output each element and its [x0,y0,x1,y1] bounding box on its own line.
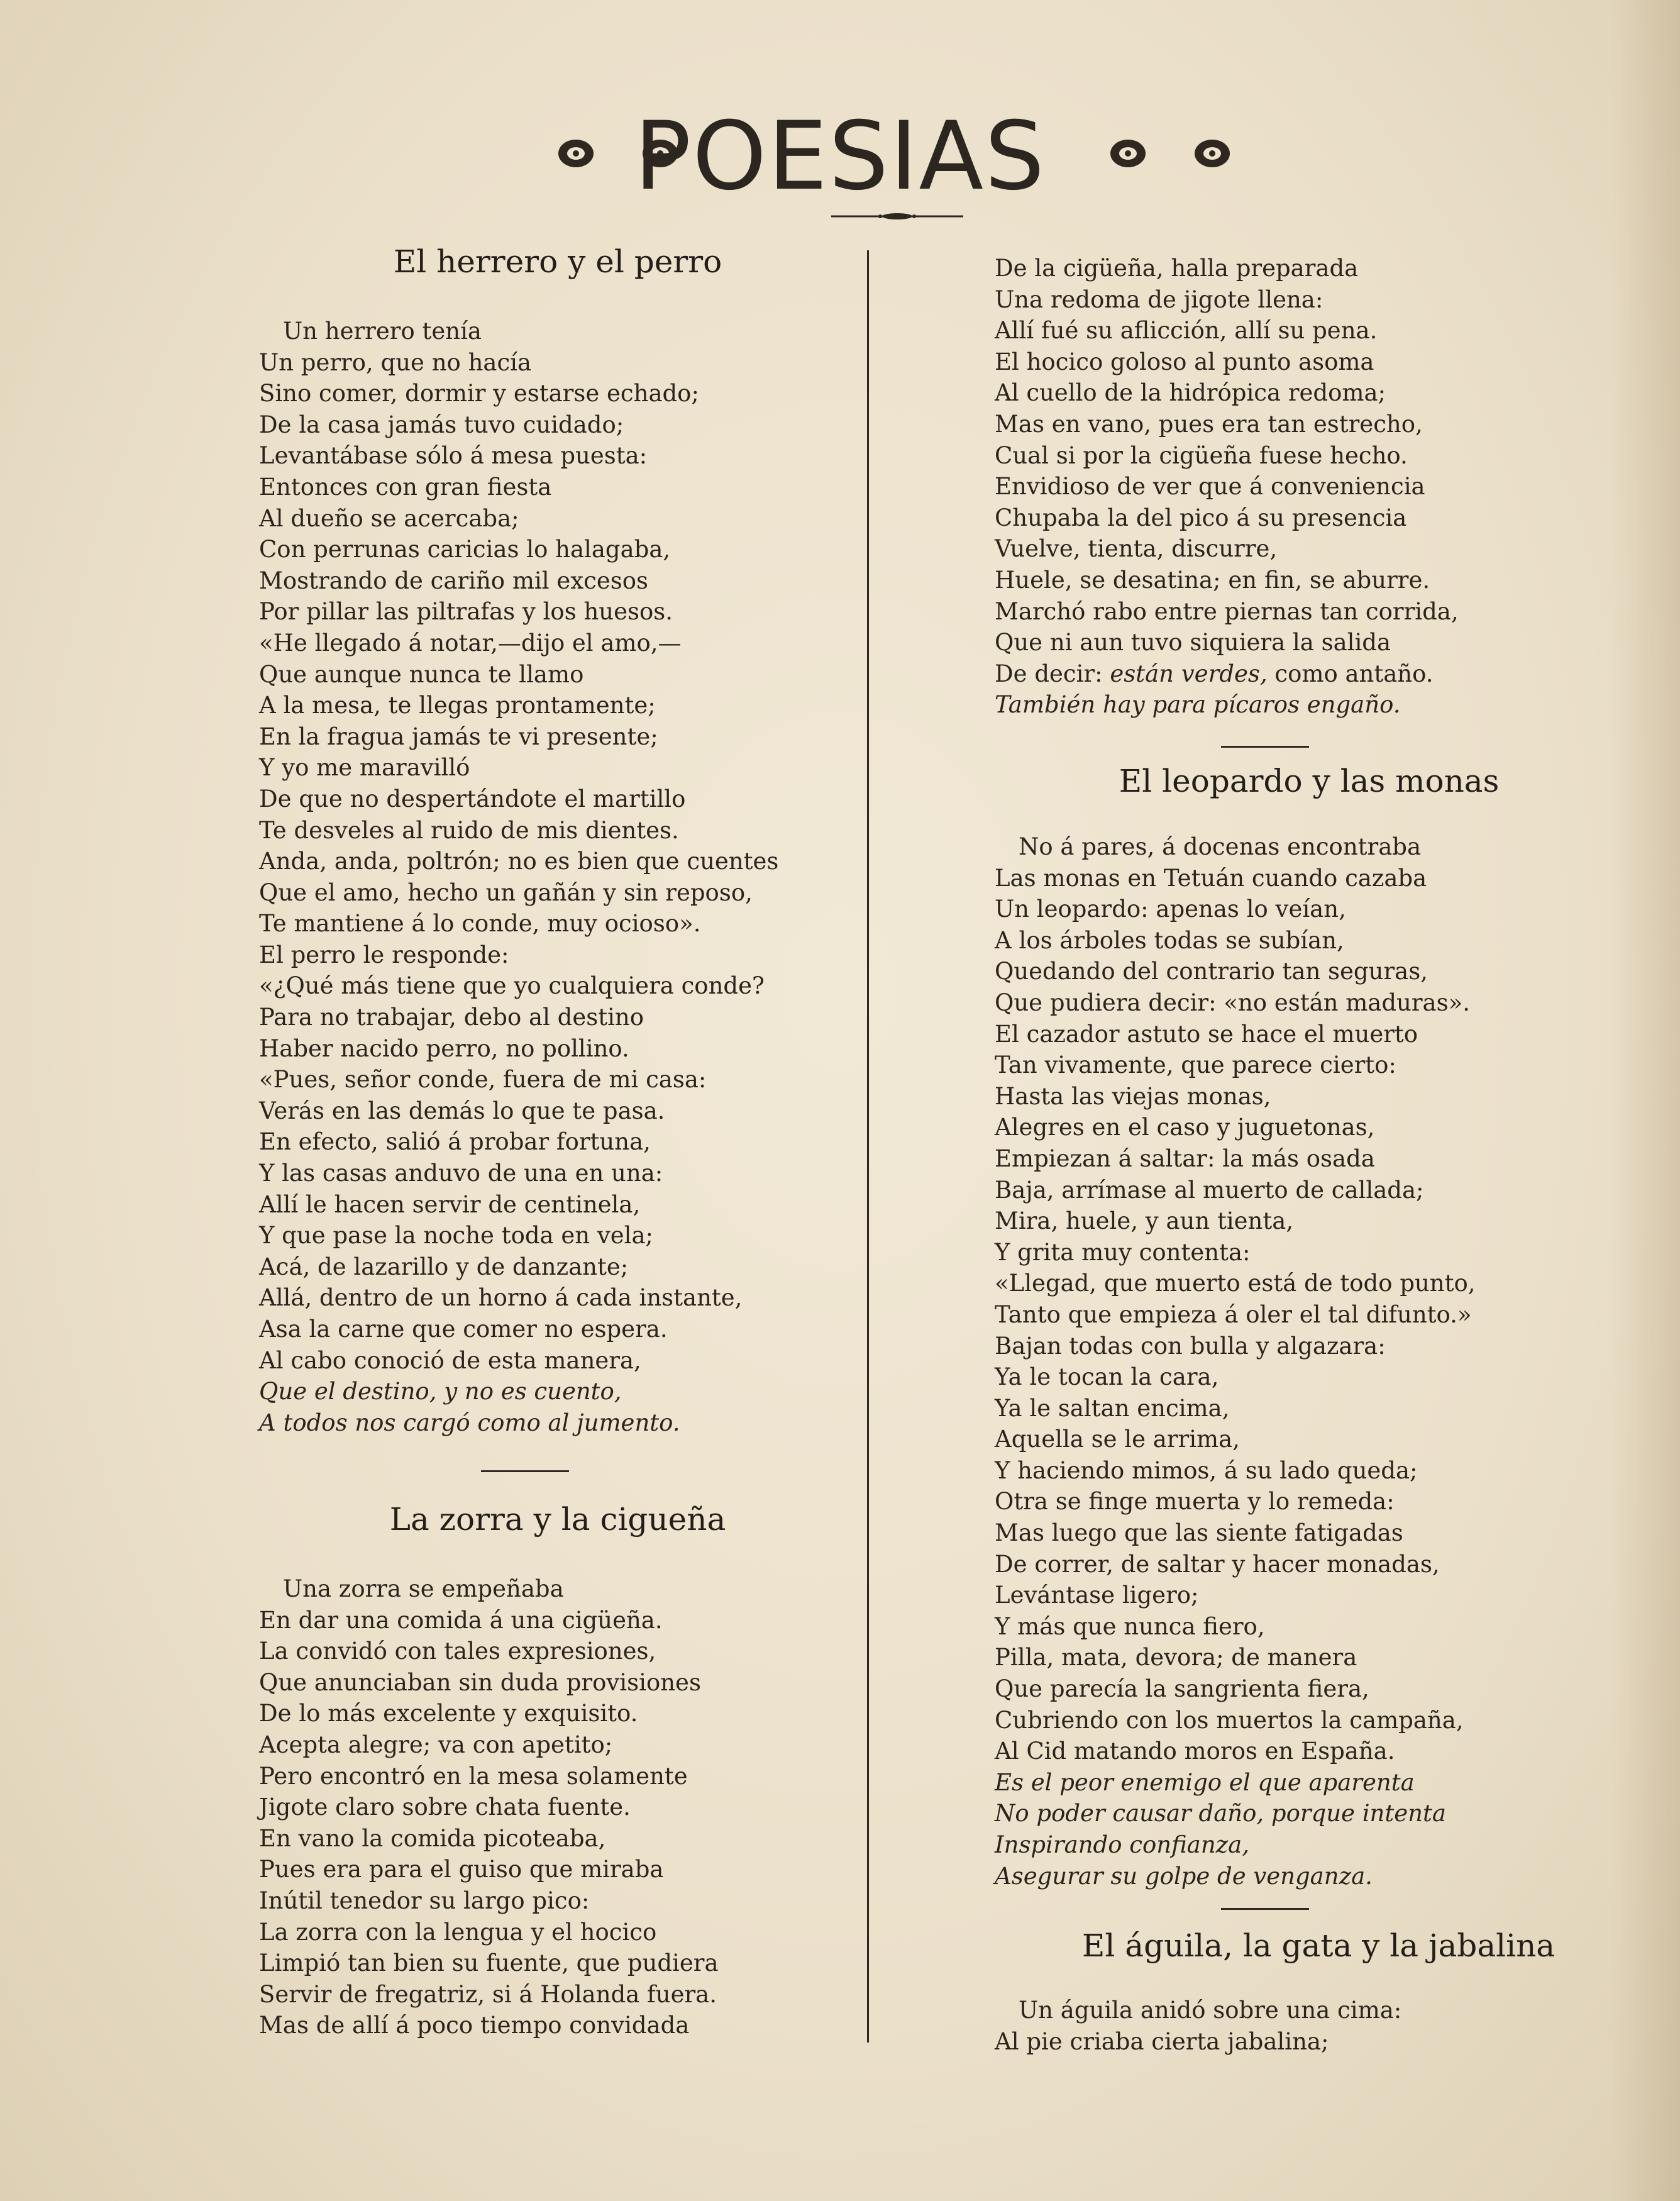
poem-line: Que el amo, hecho un gañán y sin reposo, [259,879,753,906]
right-ornament-1-icon [1108,133,1148,174]
poem-moral-line: No poder causar daño, porque intenta [995,1800,1446,1827]
poem-line: Las monas en Tetuán cuando cazaba [995,864,1427,892]
poem-line: Mas de allí á poco tiempo convidada [259,2012,690,2039]
poem-line: En efecto, salió á probar fortuna, [259,1128,651,1156]
poem-moral-line: Asegurar su golpe de venganza. [995,1862,1373,1890]
poem-line: De la cigüeña, halla preparada [995,255,1359,282]
poem-line: Para no trabajar, debo al destino [259,1004,644,1031]
poem-title-zorra: La zorra y la cigueña [389,1501,726,1538]
poem-line: Mas luego que las siente fatigadas [995,1519,1403,1547]
poem-line: Bajan todas con bulla y algazara: [995,1332,1386,1360]
poem-line: El hocico goloso al punto asoma [995,348,1374,375]
poem-line: Y más que nunca fiero, [995,1612,1265,1640]
poem-line: Huele, se desatina; en fin, se aburre. [995,566,1430,594]
poem-line: Baja, arrímase al muerto de callada; [995,1176,1424,1204]
poem-line: En dar una comida á una cigüeña. [259,1606,663,1634]
poem-line: Al pie criaba cierta jabalina; [995,2027,1329,2055]
poem-line: Con perrunas caricias lo halagaba, [259,536,671,563]
poem-line: Por pillar las piltrafas y los huesos. [259,598,673,626]
poem-line: Al Cid matando moros en España. [995,1738,1395,1765]
poem-line: Asa la carne que comer no espera. [259,1316,668,1343]
poem-moral-line: Inspirando confianza, [995,1831,1249,1858]
column-divider [867,250,869,2043]
poem-line: Vuelve, tienta, discurre, [995,535,1278,563]
poem-line: Allí fué su aflicción, allí su pena. [995,317,1378,345]
poem-line: Empiezan á saltar: la más osada [995,1145,1375,1172]
poem-line: Pilla, mata, devora; de manera [995,1644,1357,1672]
poem-line [995,658,1459,690]
poem-line: Al dueño se acercaba; [259,504,519,532]
poem-line: A los árboles todas se subían, [995,926,1344,954]
poem-title-aguila: El águila, la gata y la jabalina [1081,1927,1556,1964]
poem-separator [1221,746,1309,748]
poem-line: El perro le responde: [259,941,509,968]
poem-line: Un perro, que no hacía [259,348,532,376]
poem-line: Quedando del contrario tan seguras, [995,958,1428,985]
right-ornament-2-icon [1192,133,1232,174]
poem-line: Y grita muy contenta: [995,1238,1251,1266]
poem-line: Que parecía la sangrienta fiera, [995,1675,1369,1703]
header [0,94,1680,220]
poem-line: Y las casas anduvo de una en una: [259,1160,663,1187]
poem-line: De que no despertándote el martillo [259,785,686,812]
poem-line: «He llegado á notar,—dijo el amo,— [259,629,682,657]
poem-title-leopardo: El leopardo y las monas [1119,763,1500,799]
page-title: POESIAS [634,102,1046,211]
poem-line: Y yo me maravilló [259,754,470,782]
poem-line: Verás en las demás lo que te pasa. [259,1097,665,1124]
poem-line: Otra se finge muerta y lo remeda: [995,1488,1395,1516]
poem-line: No á pares, á docenas encontraba [1019,833,1422,860]
poem-line: Una redoma de jigote llena: [995,286,1324,313]
poem-line-italic: están verdes, [1110,660,1268,687]
poem-line: Mostrando de cariño mil excesos [259,567,648,594]
poem-line: Envidioso de ver que á conveniencia [995,473,1425,501]
poem-line: Servir de fregatriz, si á Holanda fuera. [259,1980,717,2008]
poem-line: En la fragua jamás te vi presente; [259,723,658,750]
poem-line: Hasta las viejas monas, [995,1082,1271,1110]
poem-line: Un leopardo: apenas lo veían, [995,895,1346,923]
poem-moral-line: A todos nos cargó como al jumento. [259,1409,680,1436]
poem-line: Tanto que empieza á oler el tal difunto.» [995,1300,1472,1328]
poem-line: Y haciendo mimos, á su lado queda; [995,1456,1418,1484]
poem-body-zorra-continued [995,253,1459,721]
poem-line: La convidó con tales expresiones, [259,1638,656,1665]
poem-line: Y que pase la noche toda en vela; [259,1222,654,1250]
poem-line: «¿Qué más tiene que yo cualquiera conde? [259,972,765,1000]
poem-moral-line: Que el destino, y no es cuento, [259,1378,622,1405]
poem-line: Marchó rabo entre piernas tan corrida, [995,597,1459,625]
poem-line: Mas en vano, pues era tan estrecho, [995,410,1423,438]
poem-moral-line: Es el peor enemigo el que aparenta [995,1768,1415,1796]
poem-line: «Llegad, que muerto está de todo punto, [995,1270,1476,1297]
poem-line: Una zorra se empeñaba [283,1575,564,1602]
poem-line: De lo más excelente y exquisito. [259,1700,638,1727]
poem-line: Un águila anidó sobre una cima: [1019,1997,1402,2024]
poem-line: Anda, anda, poltrón; no es bien que cuentes [259,848,779,875]
poem-moral-line: También hay para pícaros engaño. [995,691,1401,719]
poem-line: Allí le hacen servir de centinela, [259,1190,641,1218]
poem-line: Ya le saltan encima, [995,1394,1230,1422]
poem-line: Limpió tan bien su fuente, que pudiera [259,1949,719,1977]
poem-line: Que ni aun tuvo siquiera la salida [995,629,1391,657]
poem-line: De correr, de saltar y hacer monadas, [995,1550,1440,1578]
poem-line: Que aunque nunca te llamo [259,660,584,688]
poem-line: Chupaba la del pico á su presencia [995,504,1407,531]
poem-separator [481,1470,569,1472]
poem-line: Que pudiera decir: «no están maduras». [995,989,1471,1016]
poem-line: Que anunciaban sin duda provisiones [259,1668,701,1696]
poem-line: Cual si por la cigüeña fuese hecho. [995,441,1408,469]
poem-line: El cazador astuto se hace el muerto [995,1020,1418,1048]
poem-line: Al cabo conoció de esta manera, [259,1346,641,1374]
poem-line: Jigote claro sobre chata fuente. [259,1794,631,1821]
poem-line: Levántase ligero; [995,1582,1199,1609]
poem-line: Allá, dentro de un horno á cada instante, [259,1284,743,1312]
poem-body-aguila [995,1995,1401,2057]
poem-line: En vano la comida picoteaba, [259,1824,606,1852]
poem-body-leopardo [995,831,1476,1892]
page-edge-shadow [1611,0,1680,2201]
poem-line: Entonces con gran fiesta [259,473,552,501]
poem-body-herrero [259,316,778,1438]
poem-line: Aquella se le arrima, [995,1426,1240,1453]
poem-line: Pero encontró en la mesa solamente [259,1762,688,1790]
poem-line: Levantábase sólo á mesa puesta: [259,442,648,470]
poem-line: De la casa jamás tuvo cuidado; [259,411,624,438]
poem-line: Mira, huele, y aun tienta, [995,1207,1294,1235]
poem-line: Sino comer, dormir y estarse echado; [259,380,699,407]
poem-line: Acepta alegre; va con apetito; [259,1731,613,1758]
poem-line: Alegres en el caso y juguetonas, [995,1114,1375,1141]
poem-line-suffix: como antaño. [1267,660,1434,687]
poem-line: Tan vivamente, que parece cierto: [995,1051,1396,1079]
poem-body-zorra [259,1573,719,2041]
poem-line: Acá, de lazarillo y de danzante; [259,1253,629,1280]
title-underline-ornament-icon [831,210,963,223]
poem-line-prefix: De decir: [995,660,1110,687]
poem-line: Ya le tocan la cara, [995,1363,1219,1391]
poem-line: «Pues, señor conde, fuera de mi casa: [259,1066,707,1094]
poem-line: Inútil tenedor su largo pico: [259,1887,590,1914]
poem-line: Te desveles al ruido de mis dientes. [259,816,679,844]
poem-line: Al cuello de la hidrópica redoma; [995,379,1386,407]
poem-separator [1221,1908,1309,1910]
poem-line: Cubriendo con los muertos la campaña, [995,1706,1464,1734]
poem-title-herrero: El herrero y el perro [393,243,722,280]
poem-line: Te mantiene á lo conde, muy ocioso». [259,910,701,938]
poem-line: La zorra con la lengua y el hocico [259,1918,657,1946]
poem-line: Un herrero tenía [283,318,482,345]
poem-line: A la mesa, te llegas prontamente; [259,692,656,719]
poem-line: Haber nacido perro, no pollino. [259,1034,629,1062]
poem-line: Pues era para el guiso que miraba [259,1856,664,1883]
